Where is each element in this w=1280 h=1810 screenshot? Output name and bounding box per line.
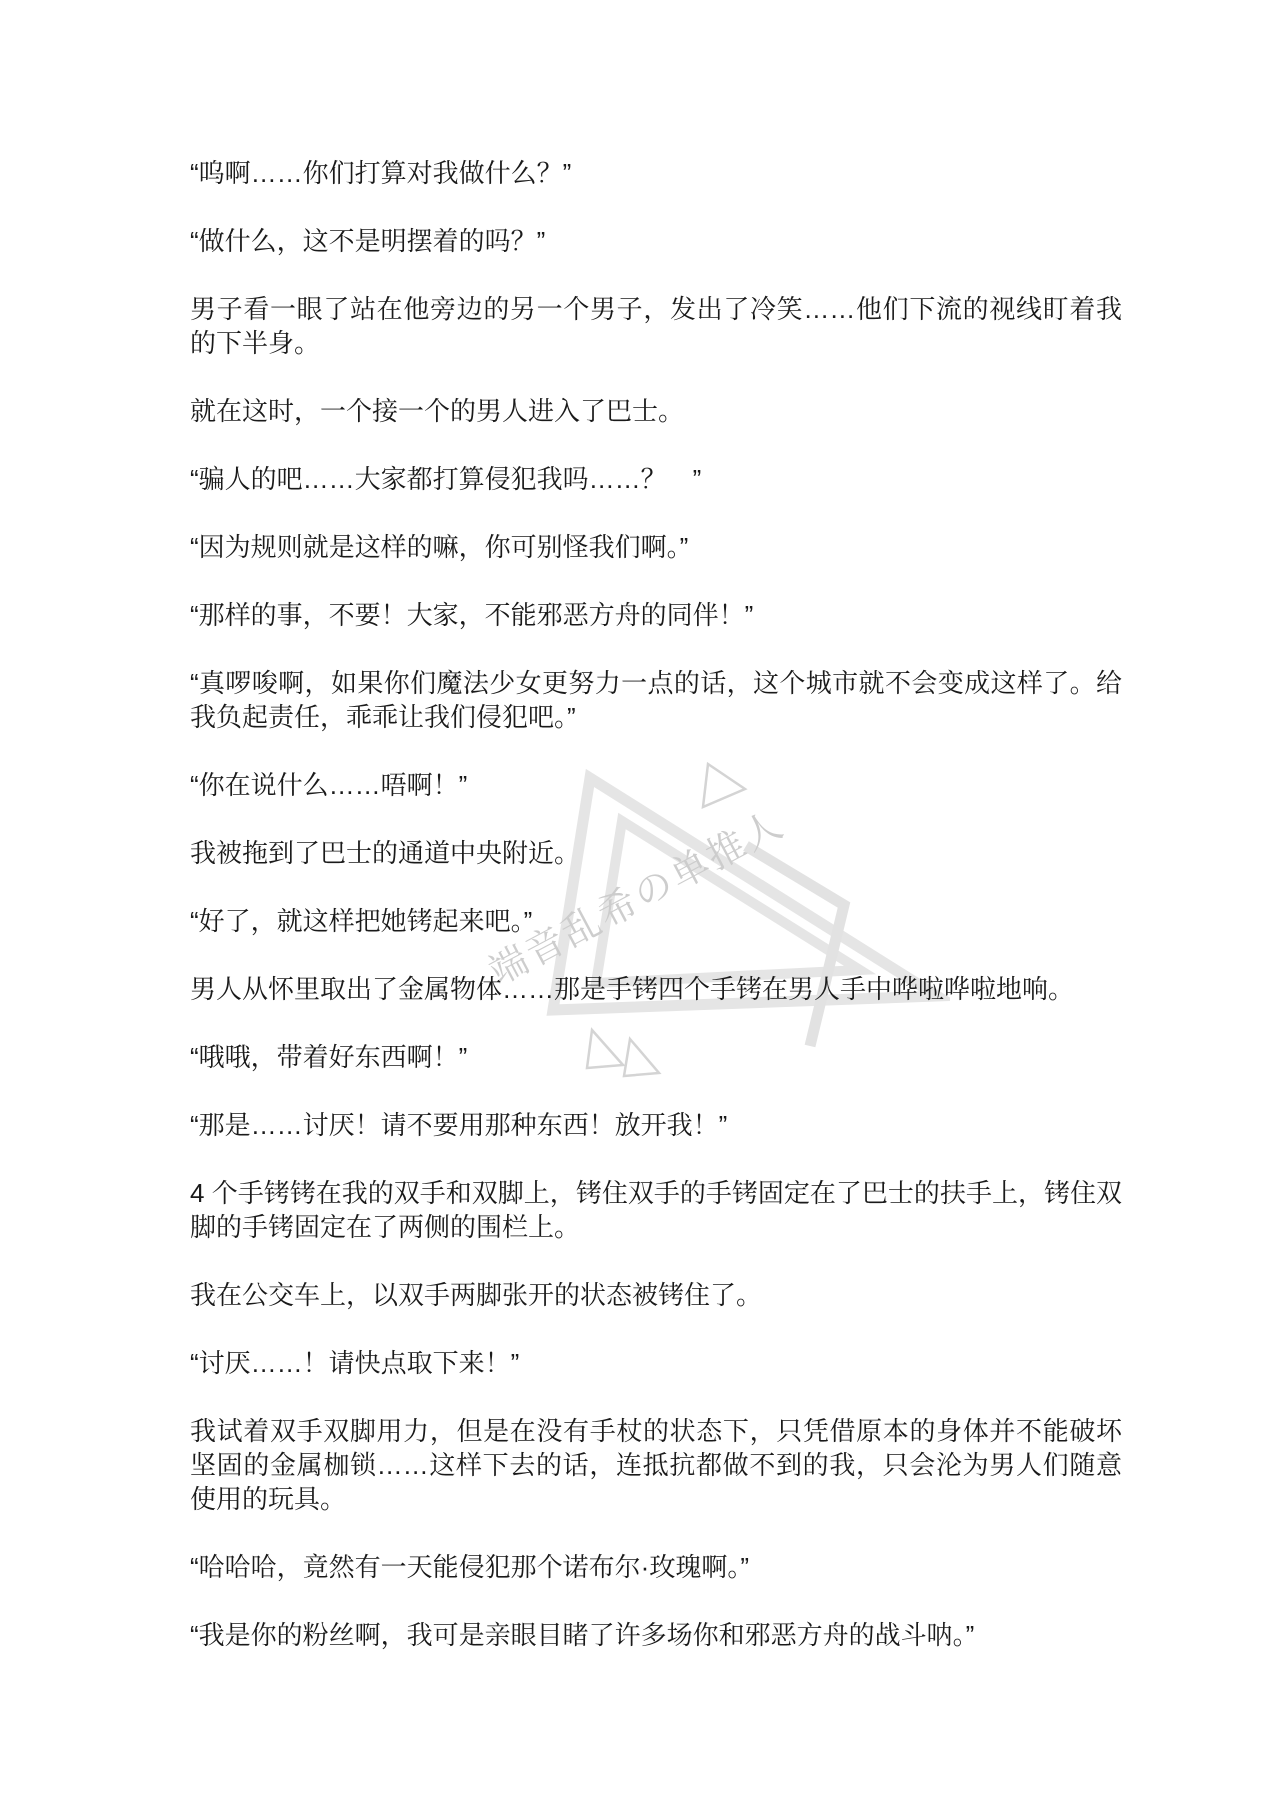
paragraph: “哦哦，带着好东西啊！” bbox=[190, 1042, 468, 1072]
paragraph: “那是……讨厌！请不要用那种东西！放开我！” bbox=[190, 1110, 728, 1140]
paragraph: “我是你的粉丝啊，我可是亲眼目睹了许多场你和邪恶方舟的战斗呐。” bbox=[190, 1620, 975, 1650]
paragraph: “那样的事，不要！大家，不能邪恶方舟的同伴！” bbox=[190, 600, 754, 630]
paragraph: 男人从怀里取出了金属物体……那是手铐四个手铐在男人手中哗啦哗啦地响。 bbox=[190, 974, 1075, 1004]
paragraph: 我在公交车上，以双手两脚张开的状态被铐住了。 bbox=[190, 1280, 763, 1310]
paragraph: “好了，就这样把她铐起来吧。” bbox=[190, 906, 533, 936]
paragraph: 我试着双手双脚用力，但是在没有手杖的状态下，只凭借原本的身体并不能破坏坚固的金属枷锁……这样下去的话，连抵抗都做不到的我，只会沦为男人们随意使用的玩具。 bbox=[190, 1416, 1122, 1514]
paragraph: 男子看一眼了站在他旁边的另一个男子，发出了冷笑……他们下流的视线盯着我的下半身。 bbox=[190, 294, 1122, 358]
paragraph: 就在这时，一个接一个的男人进入了巴士。 bbox=[190, 396, 685, 426]
paragraph: “呜啊……你们打算对我做什么？” bbox=[190, 158, 572, 188]
paragraph: “讨厌……！请快点取下来！” bbox=[190, 1348, 520, 1378]
paragraph: 我被拖到了巴士的通道中央附近。 bbox=[190, 838, 581, 868]
paragraph: “真啰唆啊，如果你们魔法少女更努力一点的话，这个城市就不会变成这样了。给我负起责任，乖乖让我们侵犯吧。” bbox=[190, 668, 1122, 732]
paragraph: “你在说什么……唔啊！” bbox=[190, 770, 468, 800]
paragraph: “哈哈哈，竟然有一天能侵犯那个诺布尔·玫瑰啊。” bbox=[190, 1552, 749, 1582]
watermark-text: 端音乱希の单推人 bbox=[482, 802, 792, 994]
paragraph: 4 个手铐铐在我的双手和双脚上，铐住双手的手铐固定在了巴士的扶手上，铐住双脚的手铐固定在了两侧的围栏上。 bbox=[190, 1178, 1122, 1242]
paragraph: “做什么，这不是明摆着的吗？” bbox=[190, 226, 546, 256]
paragraph: “因为规则就是这样的嘛，你可别怪我们啊。” bbox=[190, 532, 689, 562]
paragraph: “骗人的吧……大家都打算侵犯我吗……？ ” bbox=[190, 464, 702, 494]
